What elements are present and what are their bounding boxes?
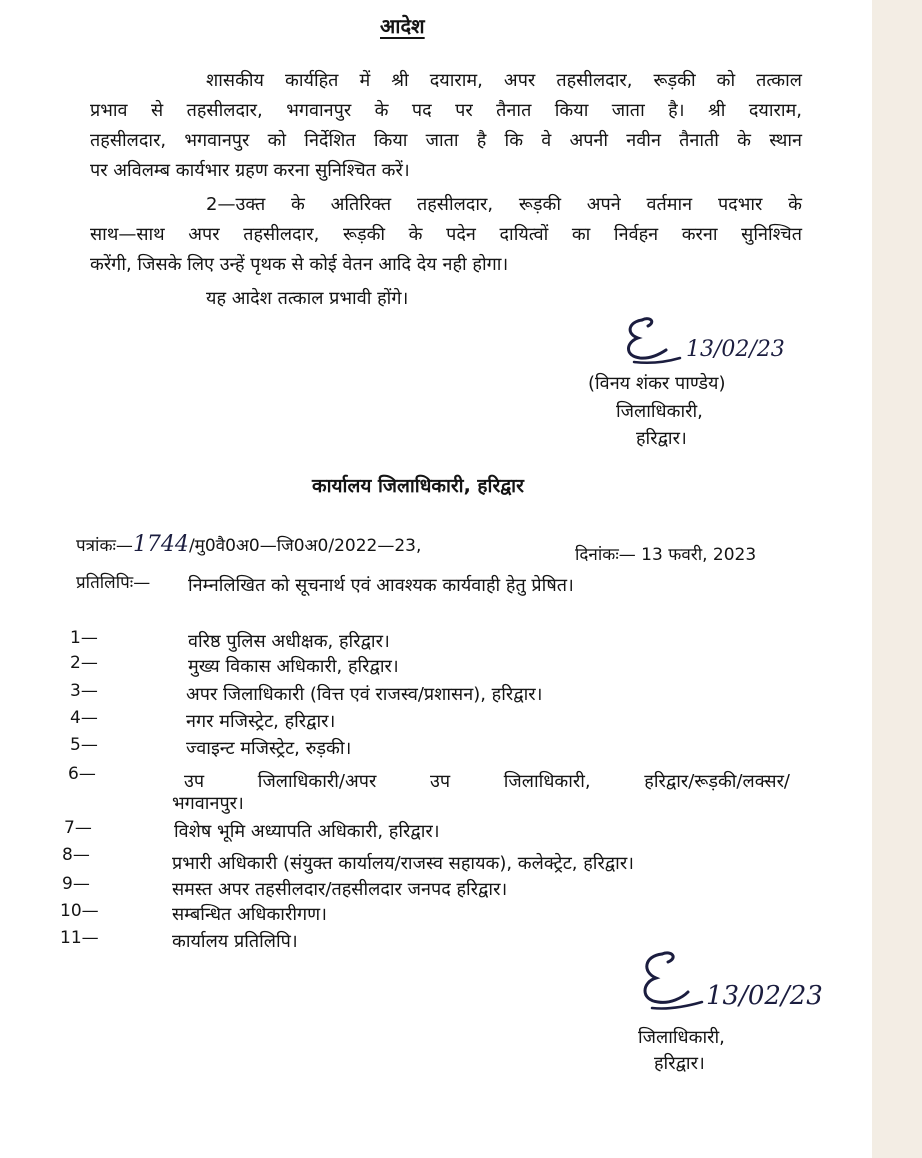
list-item: नगर मजिस्ट्रेट, हरिद्वार। [186, 711, 336, 732]
signature-2-date: 13/02/23 [706, 981, 823, 1011]
copy-text: निम्नलिखित को सूचनार्थ एवं आवश्यक कार्यवाही हेतु प्रेषित। [188, 575, 574, 596]
letter-date [575, 543, 756, 567]
letter-number-handwritten: 1744 [132, 532, 189, 557]
signature-1-date: 13/02/23 [686, 337, 785, 362]
para1-line: शासकीय कार्यहित में श्री दयाराम, अपर तहसीलदार, रूड़की को तत्काल [206, 70, 802, 91]
list-item-number: 6— [68, 764, 96, 784]
list-item-number: 5— [70, 735, 98, 755]
list-item-number: 2— [70, 653, 98, 673]
list-item-number: 1— [70, 628, 98, 648]
list-item: ज्वाइन्ट मजिस्ट्रेट, रुड़की। [186, 738, 352, 759]
copy-label: प्रतिलिपिः— [76, 573, 151, 593]
list-item-number: 8— [62, 845, 90, 865]
list-item-continuation: भगवानपुर। [172, 793, 244, 814]
footer-place: हरिद्वार। [654, 1053, 705, 1074]
order-paragraph-3: यह आदेश तत्काल प्रभावी होंगे। [206, 288, 409, 309]
para1-line: प्रभाव से तहसीलदार, भगवानपुर के पद पर तैनात किया जाता है। श्री दयाराम, [90, 100, 802, 121]
letter-date-value: 13 फवरी, 2023 [641, 545, 757, 565]
para2-line: करेंगी, जिसके लिए उन्हें पृथक से कोई वेतन आदि देय नही होगा। [90, 254, 509, 275]
signatory-place: हरिद्वार। [636, 428, 687, 449]
letter-number [76, 533, 421, 558]
list-item: मुख्य विकास अधिकारी, हरिद्वार। [188, 656, 399, 677]
office-heading: कार्यालय जिलाधिकारी, हरिद्वार [312, 475, 524, 497]
list-item: प्रभारी अधिकारी (संयुक्त कार्यालय/राजस्व सहायक), कलेक्ट्रेट, हरिद्वार। [172, 853, 635, 874]
list-item-number: 11— [60, 928, 99, 948]
list-item: अपर जिलाधिकारी (वित्त एवं राजस्व/प्रशासन), हरिद्वार। [186, 684, 543, 705]
para2-line: साथ—साथ अपर तहसीलदार, रूड़की के पदेन दायित्वों का निर्वहन करना सुनिश्चित [90, 224, 802, 245]
list-item: वरिष्ठ पुलिस अधीक्षक, हरिद्वार। [188, 631, 390, 652]
list-item-number: 10— [60, 901, 99, 921]
signature-1 [620, 312, 830, 372]
order-title: आदेश [380, 14, 425, 38]
list-item-number: 4— [70, 708, 98, 728]
order-paragraph-2 [90, 190, 802, 280]
list-item: विशेष भूमि अध्यापति अधिकारी, हरिद्वार। [174, 821, 440, 842]
list-item-number: 9— [62, 874, 90, 894]
signatory-name: (विनय शंकर पाण्डेय) [588, 373, 726, 394]
list-item: सम्बन्धित अधिकारीगण। [172, 904, 327, 925]
para1-line: पर अविलम्ब कार्यभार ग्रहण करना सुनिश्चित करें। [90, 160, 410, 181]
signatory-designation: जिलाधिकारी, [616, 401, 703, 422]
list-item: उप जिलाधिकारी/अपर उप जिलाधिकारी, हरिद्वार/रूड़की/लक्सर/ [184, 771, 790, 792]
order-paragraph-1 [90, 66, 802, 186]
letter-number-rest: /मु0वै0अ0—जि0अ0/2022—23, [188, 536, 422, 556]
list-item-number: 7— [64, 818, 92, 838]
letter-date-label: दिनांकः— [575, 545, 636, 565]
paper-edge [872, 0, 922, 1158]
list-item-number: 3— [70, 681, 98, 701]
letter-number-label: पत्रांकः— [76, 536, 133, 556]
signature-2 [636, 948, 856, 1028]
list-item: समस्त अपर तहसीलदार/तहसीलदार जनपद हरिद्वार। [172, 879, 508, 900]
para1-line: तहसीलदार, भगवानपुर को निर्देशित किया जाता है कि वे अपनी नवीन तैनाती के स्थान [90, 130, 802, 151]
list-item: कार्यालय प्रतिलिपि। [172, 931, 298, 952]
para2-line: 2—उक्त के अतिरिक्त तहसीलदार, रूड़की अपने वर्तमान पदभार के [206, 194, 802, 215]
footer-designation: जिलाधिकारी, [638, 1027, 725, 1048]
